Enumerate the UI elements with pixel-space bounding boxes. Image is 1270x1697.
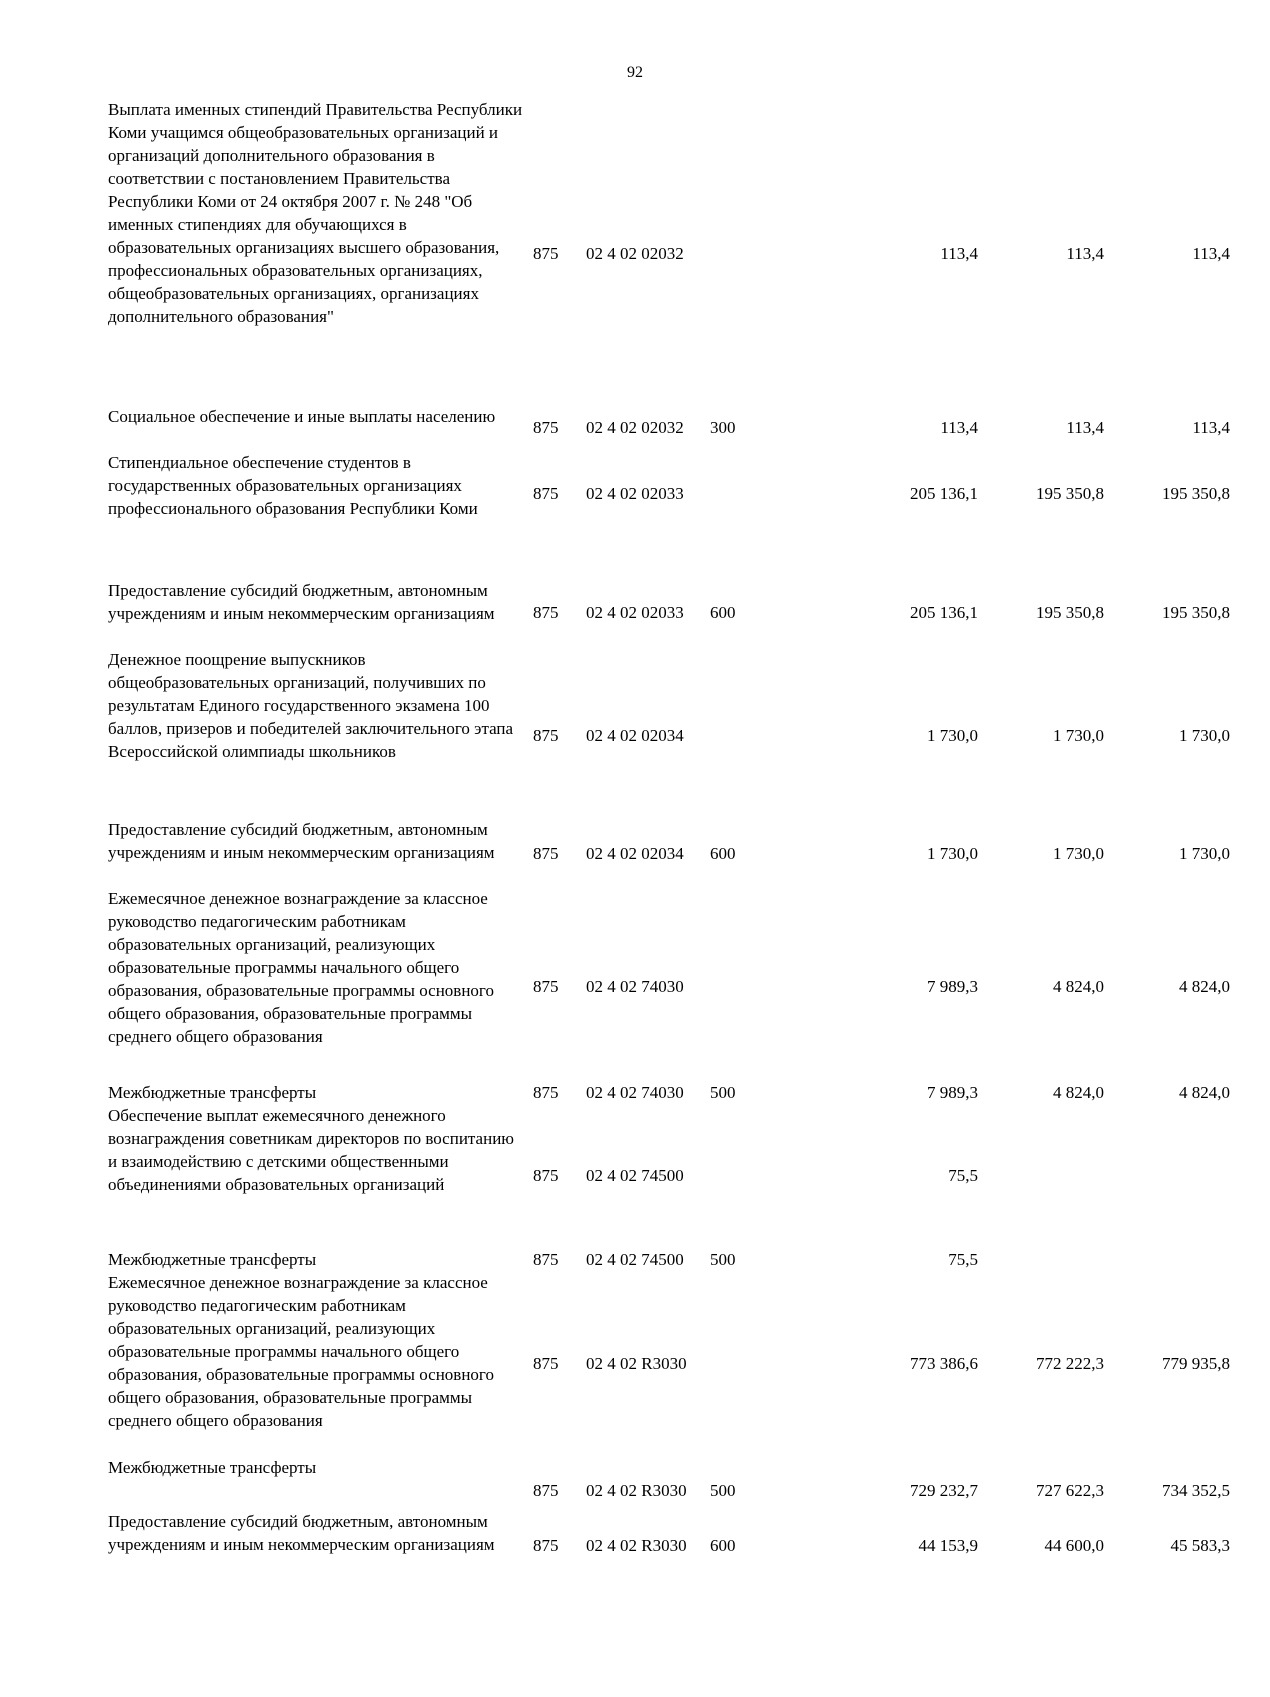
row-amount-year1: 205 136,1	[910, 603, 978, 622]
row-description: Выплата именных стипендий Правительства Республики Коми учащимся общеобразовательных организаций и организаций дополнительного образования в соответствии с постановлением Правительства Республики Коми от 24 октября 2007 г. № 248 "Об именных стипендиях для обучающихся в образовательных организациях высшего образования, профессиональных образовательных организациях, общеобразовательных организациях, организациях дополнительного образования"	[108, 100, 523, 326]
row-admin-code: 875	[533, 1166, 559, 1185]
row-admin-code: 875	[533, 1481, 559, 1500]
row-target-code: 02 4 02 02033	[586, 603, 684, 622]
row-description: Предоставление субсидий бюджетным, автономным учреждениям и иным некоммерческим организациям	[108, 820, 495, 862]
row-amount-year1: 75,5	[948, 1250, 978, 1269]
row-amount-year2: 727 622,3	[1036, 1481, 1104, 1500]
row-amount-year2: 113,4	[1066, 244, 1104, 263]
row-target-code: 02 4 02 02034	[586, 844, 684, 863]
row-expense-type: 600	[710, 1536, 736, 1555]
row-admin-code: 875	[533, 1250, 559, 1269]
row-description: Ежемесячное денежное вознаграждение за классное руководство педагогическим работникам образовательных организаций, реализующих образовательные программы начального общего образования, образовательные программы основного общего образования, образовательные программы среднего общего образования	[108, 1273, 494, 1430]
row-amount-year1: 729 232,7	[910, 1481, 978, 1500]
row-amount-year1: 44 153,9	[918, 1536, 978, 1555]
row-amount-year3: 195 350,8	[1162, 603, 1230, 622]
row-target-code: 02 4 02 02032	[586, 418, 684, 437]
row-expense-type: 300	[710, 418, 736, 437]
row-amount-year3: 779 935,8	[1162, 1354, 1230, 1373]
row-description: Денежное поощрение выпускников общеобразовательных организаций, получивших по результатам Единого государственного экзамена 100 баллов, призеров и победителей заключительного этапа Всероссийской олимпиады школьников	[108, 650, 514, 761]
row-target-code: 02 4 02 02032	[586, 244, 684, 263]
row-amount-year3: 195 350,8	[1162, 484, 1230, 503]
row-amount-year1: 773 386,6	[910, 1354, 978, 1373]
row-amount-year2: 1 730,0	[1053, 844, 1104, 863]
row-admin-code: 875	[533, 418, 559, 437]
row-amount-year3: 113,4	[1192, 244, 1230, 263]
row-amount-year2: 44 600,0	[1044, 1536, 1104, 1555]
row-amount-year1: 75,5	[948, 1166, 978, 1185]
row-amount-year1: 1 730,0	[927, 844, 978, 863]
row-amount-year3: 4 824,0	[1179, 1083, 1230, 1102]
row-target-code: 02 4 02 02034	[586, 726, 684, 745]
row-target-code: 02 4 02 74500	[586, 1250, 684, 1269]
row-amount-year3: 1 730,0	[1179, 726, 1230, 745]
row-amount-year1: 7 989,3	[927, 977, 978, 996]
row-description: Обеспечение выплат ежемесячного денежного вознаграждения советникам директоров по воспитанию и взаимодействию с детскими общественными объединениями образовательных организаций	[108, 1106, 514, 1194]
row-amount-year2: 195 350,8	[1036, 484, 1104, 503]
row-amount-year3: 45 583,3	[1170, 1536, 1230, 1555]
row-description: Межбюджетные трансферты	[108, 1083, 317, 1102]
row-expense-type: 500	[710, 1481, 736, 1500]
row-amount-year3: 1 730,0	[1179, 844, 1230, 863]
row-target-code: 02 4 02 74030	[586, 1083, 684, 1102]
page-number: 92	[627, 64, 643, 81]
row-expense-type: 500	[710, 1083, 736, 1102]
row-target-code: 02 4 02 R3030	[586, 1481, 687, 1500]
row-amount-year3: 734 352,5	[1162, 1481, 1230, 1500]
row-description: Предоставление субсидий бюджетным, автономным учреждениям и иным некоммерческим организациям	[108, 1512, 495, 1554]
row-description: Стипендиальное обеспечение студентов в государственных образовательных организациях профессионального образования Республики Коми	[108, 453, 478, 518]
row-target-code: 02 4 02 74500	[586, 1166, 684, 1185]
row-amount-year3: 113,4	[1192, 418, 1230, 437]
row-expense-type: 500	[710, 1250, 736, 1269]
row-description: Межбюджетные трансферты	[108, 1250, 317, 1269]
row-amount-year2: 113,4	[1066, 418, 1104, 437]
row-amount-year2: 1 730,0	[1053, 726, 1104, 745]
row-expense-type: 600	[710, 603, 736, 622]
row-amount-year2: 772 222,3	[1036, 1354, 1104, 1373]
row-admin-code: 875	[533, 726, 559, 745]
row-admin-code: 875	[533, 1354, 559, 1373]
row-target-code: 02 4 02 R3030	[586, 1354, 687, 1373]
row-amount-year1: 205 136,1	[910, 484, 978, 503]
row-expense-type: 600	[710, 844, 736, 863]
row-target-code: 02 4 02 02033	[586, 484, 684, 503]
row-description: Предоставление субсидий бюджетным, автономным учреждениям и иным некоммерческим организациям	[108, 581, 495, 623]
row-admin-code: 875	[533, 1536, 559, 1555]
row-amount-year1: 1 730,0	[927, 726, 978, 745]
row-amount-year2: 4 824,0	[1053, 1083, 1104, 1102]
row-admin-code: 875	[533, 977, 559, 996]
row-admin-code: 875	[533, 484, 559, 503]
row-admin-code: 875	[533, 244, 559, 263]
row-admin-code: 875	[533, 603, 559, 622]
row-amount-year3: 4 824,0	[1179, 977, 1230, 996]
row-amount-year1: 113,4	[940, 418, 978, 437]
row-amount-year1: 7 989,3	[927, 1083, 978, 1102]
row-target-code: 02 4 02 R3030	[586, 1536, 687, 1555]
row-target-code: 02 4 02 74030	[586, 977, 684, 996]
row-description: Межбюджетные трансферты	[108, 1458, 317, 1477]
row-admin-code: 875	[533, 1083, 559, 1102]
row-description: Ежемесячное денежное вознаграждение за классное руководство педагогическим работникам образовательных организаций, реализующих образовательные программы начального общего образования, образовательные программы основного общего образования, образовательные программы среднего общего образования	[108, 889, 494, 1046]
row-amount-year2: 195 350,8	[1036, 603, 1104, 622]
row-description: Социальное обеспечение и иные выплаты населению	[108, 407, 496, 426]
row-admin-code: 875	[533, 844, 559, 863]
row-amount-year1: 113,4	[940, 244, 978, 263]
row-amount-year2: 4 824,0	[1053, 977, 1104, 996]
